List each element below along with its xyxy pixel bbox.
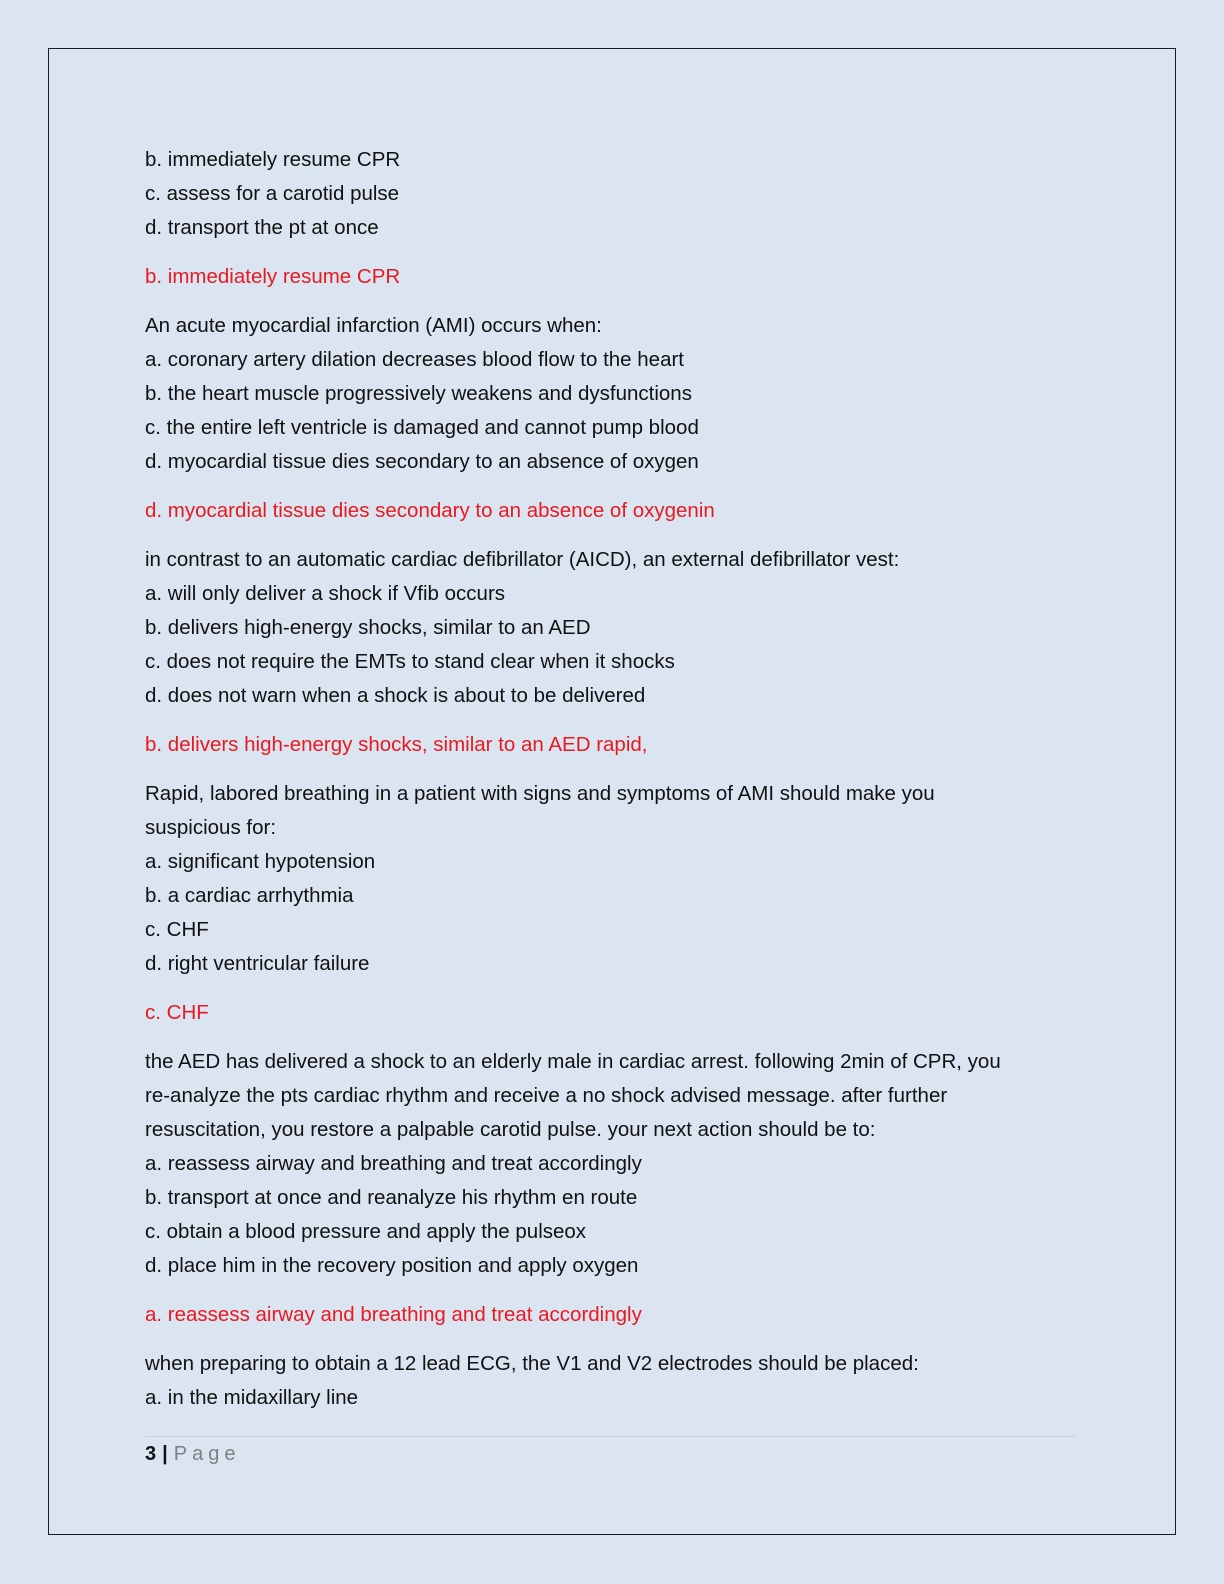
question-ami [145,309,1085,479]
option-d: d. right ventricular failure [145,952,370,975]
question-stem-cont: re-analyze the pts cardiac rhythm and receive a no shock advised message. after further [145,1084,948,1107]
option-a: a. reassess airway and breathing and treat accordingly [145,1152,642,1175]
option-a: a. in the midaxillary line [145,1386,359,1409]
option-b: b. immediately resume CPR [145,148,401,171]
page-footer [145,1440,240,1468]
footer-divider [145,1436,1075,1437]
option-d: d. myocardial tissue dies secondary to an absence of oxygen [145,450,699,473]
option-d: d. place him in the recovery position and apply oxygen [145,1254,639,1277]
option-c: c. CHF [145,918,209,941]
page-number: 3 [145,1443,157,1465]
footer-separator: | [162,1443,168,1465]
question-continuation [145,143,1085,245]
question-stem: An acute myocardial infarction (AMI) occurs when: [145,314,602,337]
option-a: a. coronary artery dilation decreases blood flow to the heart [145,348,684,371]
question-12-lead-ecg [145,1347,1085,1415]
answer-text: a. reassess airway and breathing and treat accordingly [145,1303,642,1326]
option-c: c. assess for a carotid pulse [145,182,400,205]
option-c: c. the entire left ventricle is damaged and cannot pump blood [145,416,699,439]
question-stem: when preparing to obtain a 12 lead ECG, the V1 and V2 electrodes should be placed: [145,1352,919,1375]
option-c: c. obtain a blood pressure and apply the pulseox [145,1220,587,1243]
option-a: a. will only deliver a shock if Vfib occurs [145,582,506,605]
answer-text: c. CHF [145,1001,209,1024]
question-stem: Rapid, labored breathing in a patient with signs and symptoms of AMI should make you [145,782,935,805]
question-defibrillator-vest [145,543,1085,713]
answer-text: b. immediately resume CPR [145,265,401,288]
option-b: b. the heart muscle progressively weakens and dysfunctions [145,382,692,405]
answer-text: d. myocardial tissue dies secondary to an absence of oxygenin [145,499,715,522]
option-d: d. transport the pt at once [145,216,379,239]
question-stem: the AED has delivered a shock to an elderly male in cardiac arrest. following 2min of CPR, you [145,1050,1001,1073]
document-body [145,143,1085,1415]
option-b: b. delivers high-energy shocks, similar to an AED [145,616,591,639]
option-b: b. a cardiac arrhythmia [145,884,354,907]
question-stem-cont: resuscitation, you restore a palpable carotid pulse. your next action should be to: [145,1118,876,1141]
question-labored-breathing [145,777,1085,981]
page-label: Page [173,1443,241,1465]
question-aed-shock [145,1045,1085,1283]
option-d: d. does not warn when a shock is about to be delivered [145,684,646,707]
option-b: b. transport at once and reanalyze his rhythm en route [145,1186,638,1209]
question-stem-cont: suspicious for: [145,816,277,839]
answer-text: b. delivers high-energy shocks, similar to an AED rapid, [145,733,648,756]
option-c: c. does not require the EMTs to stand clear when it shocks [145,650,675,673]
option-a: a. significant hypotension [145,850,376,873]
question-stem: in contrast to an automatic cardiac defibrillator (AICD), an external defibrillator vest: [145,548,900,571]
